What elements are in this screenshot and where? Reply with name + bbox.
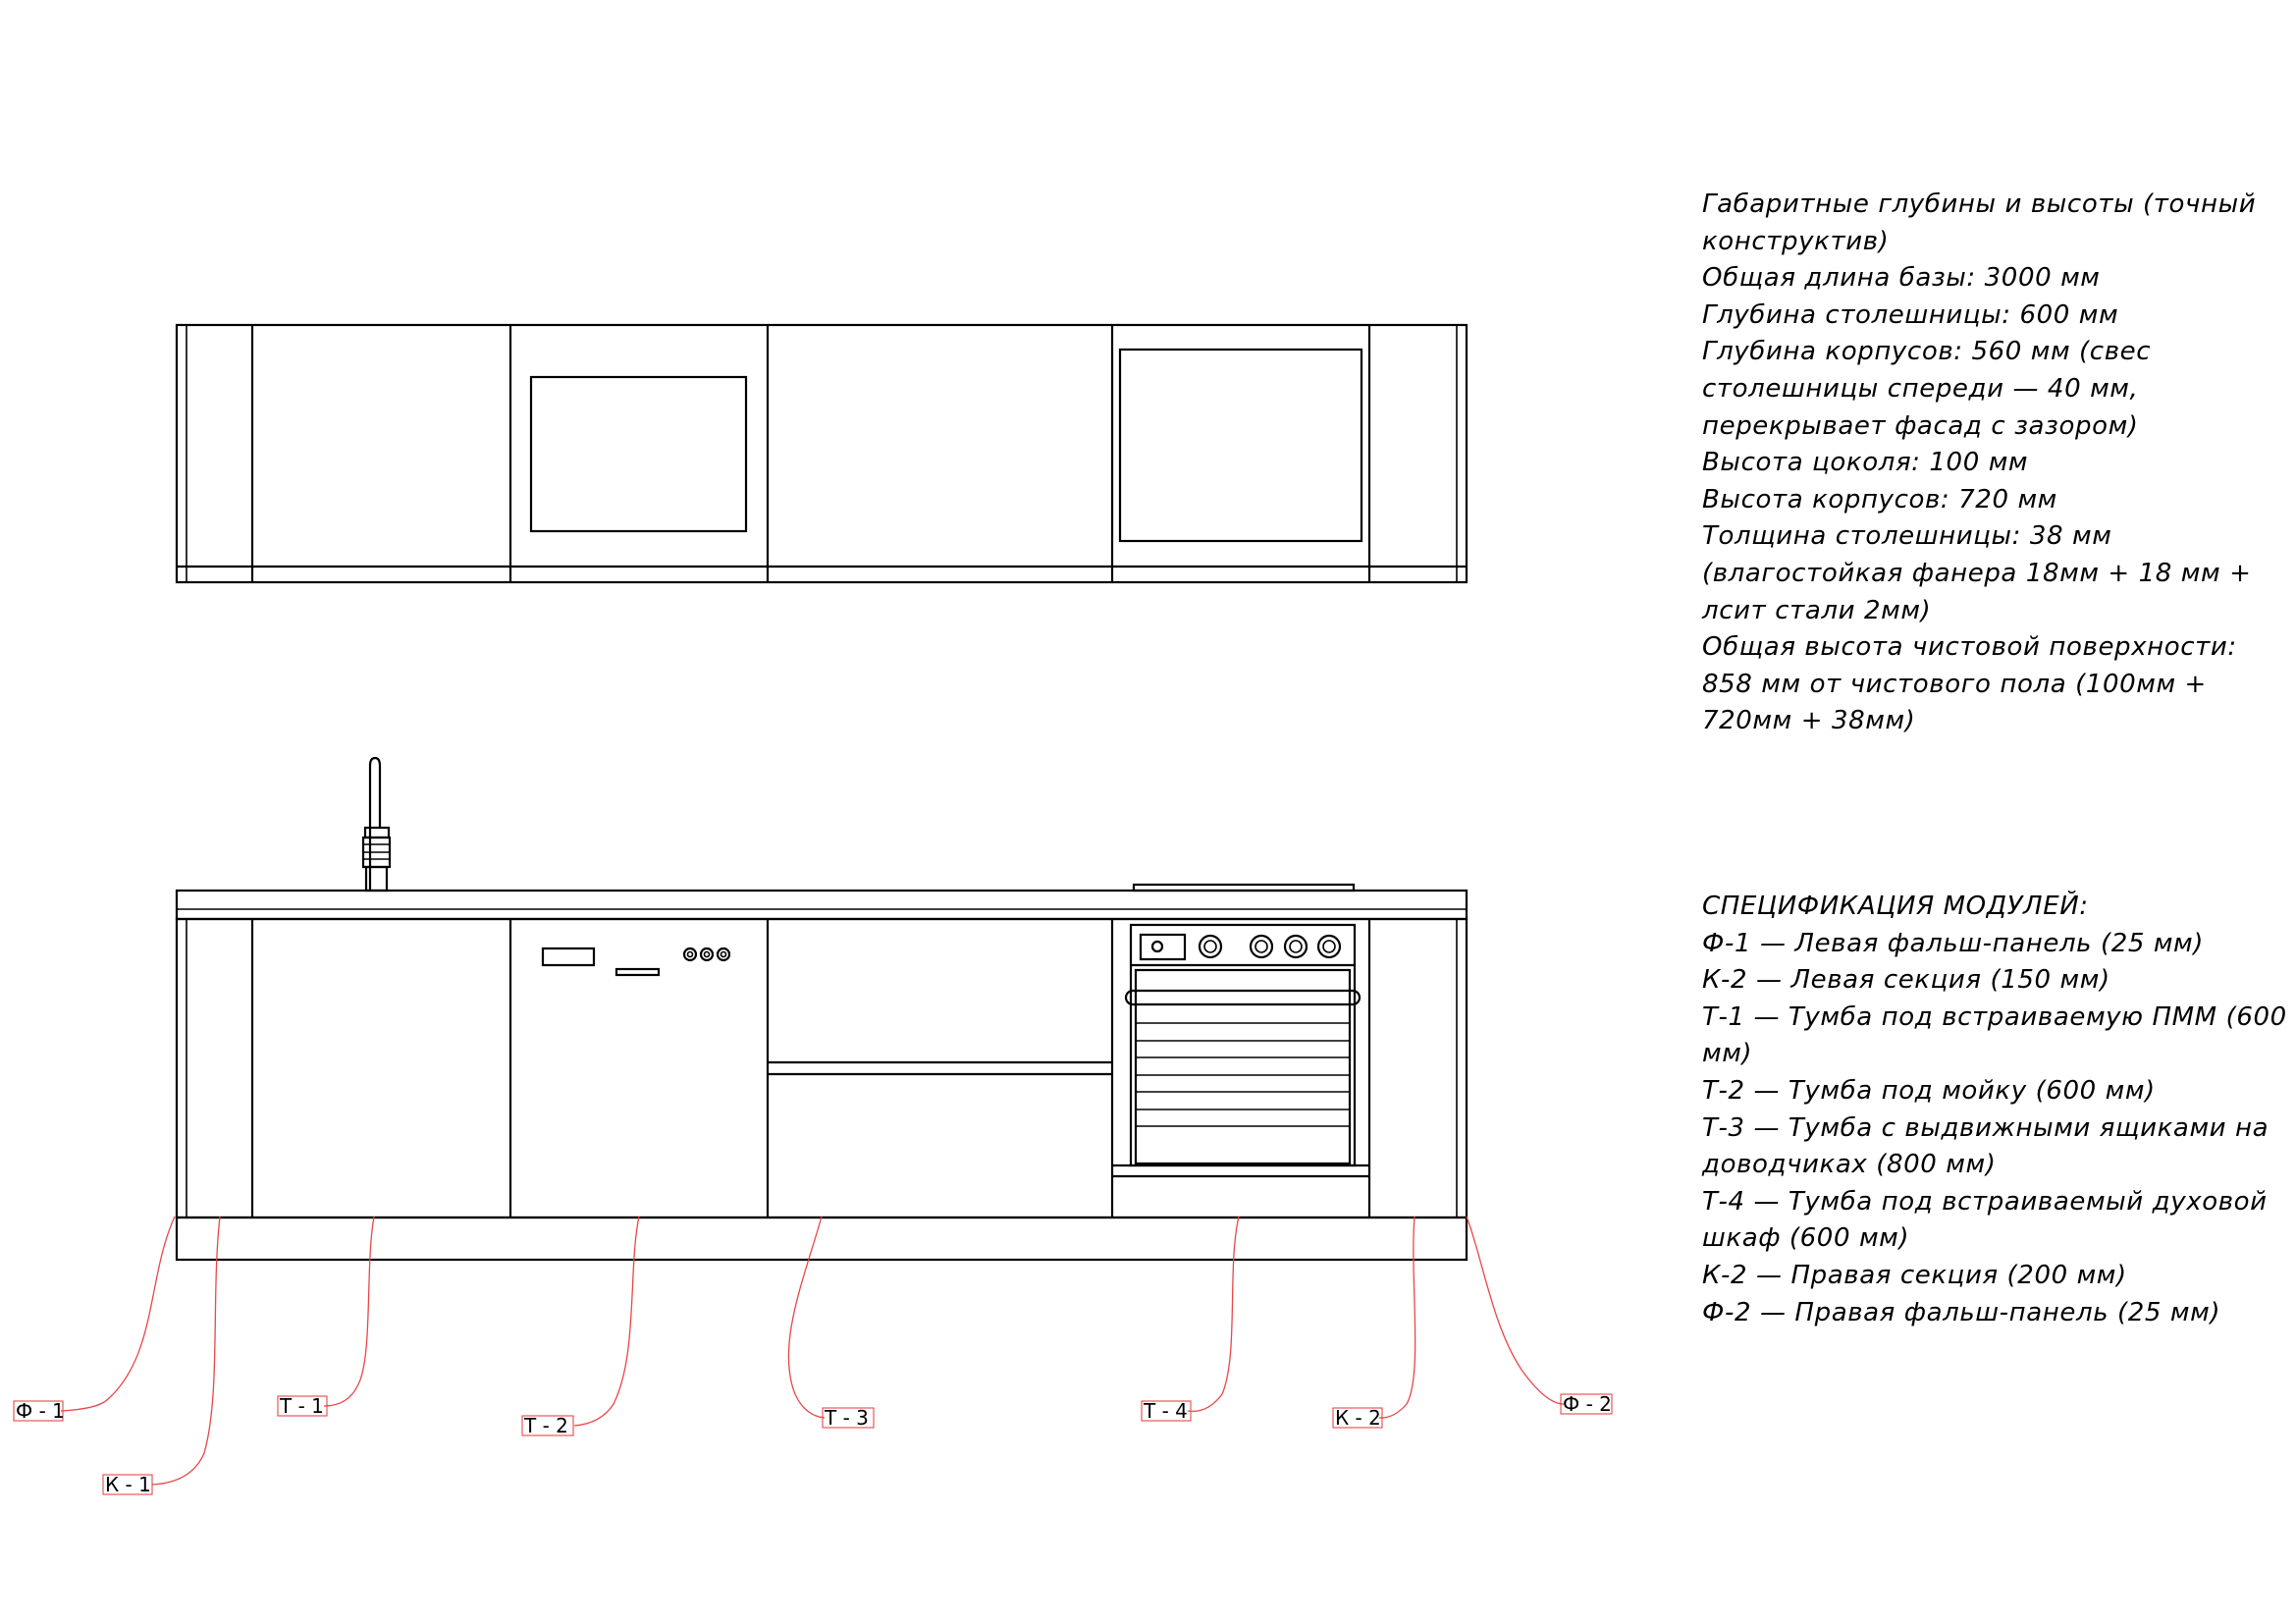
specification-line: К-2 — Левая секция (150 мм) bbox=[1702, 965, 2110, 996]
dimensions-line: Высота цоколя: 100 мм bbox=[1702, 448, 2029, 478]
specification-line: Ф-1 — Левая фальш-панель (25 мм) bbox=[1702, 928, 2205, 958]
svg-text:Т - 4: Т - 4 bbox=[1144, 1399, 1188, 1423]
dimensions-line: Общая длина базы: 3000 мм bbox=[1702, 263, 2101, 294]
tag-t4 bbox=[1142, 1399, 1191, 1423]
specification-line: Т-4 — Тумба под встраиваемый духовой шкаф (600 мм) bbox=[1702, 1186, 2268, 1254]
dimensions-line: Глубина корпусов: 560 мм (свес столешницы спереди — 40 мм, перекрывает фасад с зазором) bbox=[1702, 337, 2152, 441]
specification-line: Т-2 — Тумба под мойку (600 мм) bbox=[1702, 1075, 2156, 1106]
dimensions-line: Габаритные глубины и высоты (точный конструктив) bbox=[1702, 189, 2257, 256]
drawer-fronts bbox=[768, 1062, 1112, 1074]
plan-view bbox=[177, 325, 1467, 582]
dimensions-line: Общая высота чистовой поверхности: 858 мм от чистового пола (100мм + 720мм + 38мм) bbox=[1702, 632, 2237, 736]
tag-t3 bbox=[823, 1406, 874, 1430]
tag-f2 bbox=[1561, 1392, 1612, 1416]
specification-line: Ф-2 — Правая фальш-панель (25 мм) bbox=[1702, 1297, 2221, 1327]
svg-text:Т - 2: Т - 2 bbox=[524, 1414, 568, 1437]
svg-text:Т - 1: Т - 1 bbox=[280, 1394, 324, 1418]
faucet bbox=[363, 758, 390, 891]
dimensions-notes bbox=[1702, 187, 2291, 740]
tag-f1 bbox=[14, 1399, 65, 1423]
built-in-oven bbox=[1112, 925, 1369, 1176]
dishwasher-controls bbox=[543, 948, 729, 975]
dimensions-line: Толщина столешницы: 38 мм (влагостойкая фанера 18мм + 18 мм + лсит стали 2мм) bbox=[1702, 521, 2252, 625]
hob-profile bbox=[1134, 885, 1354, 891]
specification-line: Т-1 — Тумба под встраиваемую ПММ (600 мм) bbox=[1702, 1001, 2287, 1069]
tag-t1 bbox=[278, 1394, 327, 1418]
tag-k1 bbox=[103, 1473, 152, 1496]
specification-line: К-2 — Правая секция (200 мм) bbox=[1702, 1260, 2127, 1290]
specification-title: СПЕЦИФИКАЦИЯ МОДУЛЕЙ: bbox=[1702, 892, 2089, 921]
dimensions-line: Высота корпусов: 720 мм bbox=[1702, 484, 2057, 514]
svg-text:Ф - 1: Ф - 1 bbox=[16, 1399, 65, 1423]
svg-text:Ф - 2: Ф - 2 bbox=[1563, 1392, 1612, 1416]
svg-text:К - 1: К - 1 bbox=[105, 1473, 151, 1496]
front-elevation bbox=[177, 758, 1467, 1260]
tag-t2 bbox=[522, 1414, 573, 1437]
module-specification bbox=[1702, 889, 2291, 1331]
tag-k2 bbox=[1333, 1406, 1382, 1430]
sink-outline bbox=[531, 377, 746, 531]
svg-text:Т - 3: Т - 3 bbox=[825, 1406, 869, 1430]
module-leaders bbox=[61, 1217, 1564, 1485]
module-tags bbox=[14, 1392, 1612, 1496]
specification-line: Т-3 — Тумба с выдвижными ящиками на доводчиках (800 мм) bbox=[1702, 1112, 2269, 1180]
hob-outline bbox=[1120, 350, 1362, 541]
dimensions-line: Глубина столешницы: 600 мм bbox=[1702, 299, 2119, 330]
svg-text:К - 2: К - 2 bbox=[1335, 1406, 1381, 1430]
countertop bbox=[177, 891, 1467, 919]
